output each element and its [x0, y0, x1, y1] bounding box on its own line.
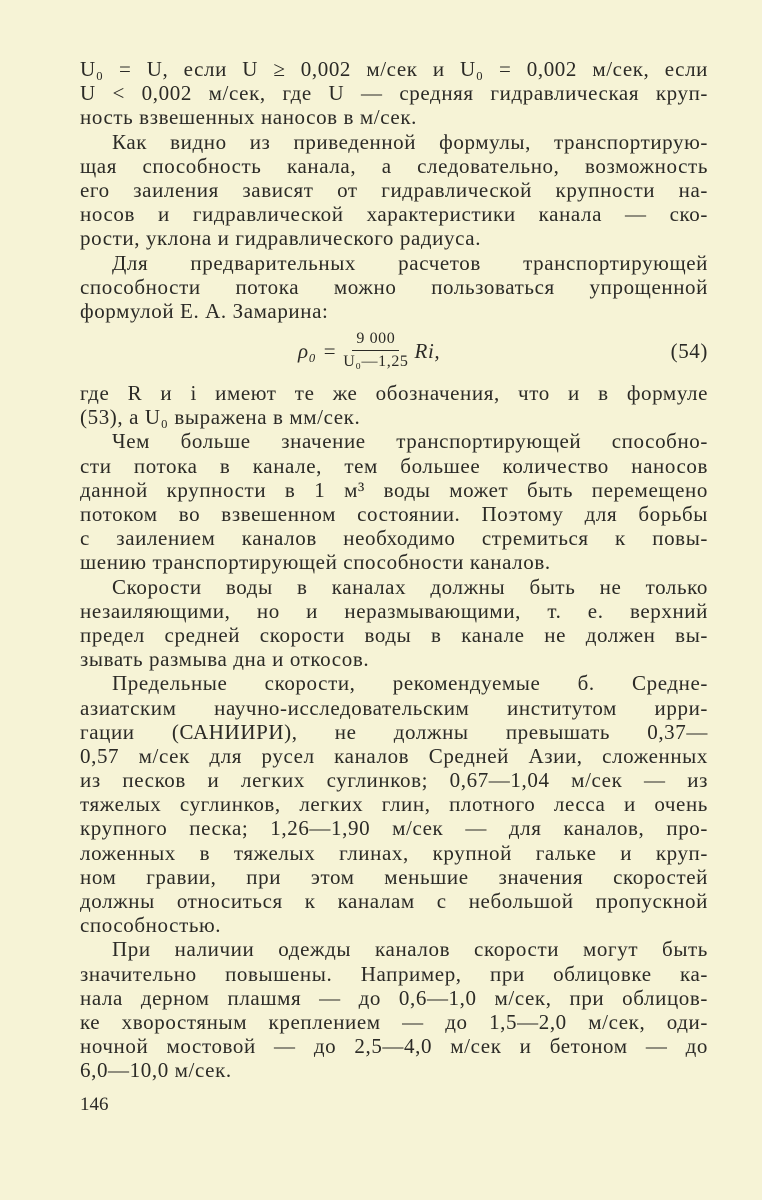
page-body	[80, 57, 708, 1083]
text-line: ность взвешенных наносов в м/сек.	[80, 105, 417, 130]
text-line: из песков и легких суглинков; 0,67—1,04 м/сек — из	[80, 768, 708, 793]
text-line: ном гравии, при этом меньшие значения скоростей	[80, 864, 708, 889]
paragraph	[80, 251, 708, 324]
formula-numerator: 9 000	[352, 329, 399, 351]
text-line: (53), а U₀ выражена в мм/сек.	[80, 405, 361, 430]
text-line: крупного песка; 1,26—1,90 м/сек — для каналов, про-	[80, 816, 708, 841]
text-line: с заилением каналов необходимо стремиться к повы-	[80, 526, 708, 551]
text-line: шению транспортирующей способности каналов.	[80, 550, 551, 575]
text-line: U₀ = U, если U ≥ 0,002 м/сек и U₀ = 0,002 м/сек, если	[80, 57, 708, 81]
paragraphs-after-formula	[80, 381, 708, 1082]
text-line: U < 0,002 м/сек, где U — средняя гидравлическая круп-	[80, 81, 708, 106]
formula-expression	[298, 329, 440, 372]
equation-number: (54)	[670, 339, 708, 364]
text-line: ке хворостяным креплением — до 1,5—2,0 м/сек, оди-	[80, 1009, 708, 1034]
text-line: При наличии одежды каналов скорости могут быть	[112, 937, 708, 962]
paragraph	[80, 130, 708, 251]
paragraph	[80, 671, 708, 937]
page-number: 146	[80, 1094, 109, 1115]
text-line: должны относиться к каналам с небольшой пропускной	[80, 889, 708, 913]
text-line: Предельные скорости, рекомендуемые б. Средне-	[112, 671, 708, 696]
formula-fraction	[343, 329, 408, 372]
text-line: Как видно из приведенной формулы, транспортирую-	[112, 129, 708, 154]
text-line: незаиляющими, но и неразмывающими, т. е. верхний	[80, 598, 708, 623]
paragraph	[80, 937, 708, 1082]
text-line: нала дерном плашмя — до 0,6—1,0 м/сек, при облицов-	[80, 985, 708, 1010]
text-line: щая способность канала, а следовательно, возможность	[80, 153, 708, 178]
text-line: способности потока можно пользоваться упрощенной	[80, 274, 708, 299]
text-line: Скорости воды в каналах должны быть не только	[112, 574, 708, 599]
formula-lhs: ρ₀ =	[298, 338, 338, 363]
text-line: данной крупности в 1 м³ воды может быть перемещено	[80, 477, 708, 502]
paragraph	[80, 381, 708, 429]
paragraphs-before-formula	[80, 57, 708, 323]
text-line: ночной мостовой — до 2,5—4,0 м/сек и бетоном — до	[80, 1034, 708, 1059]
text-line: азиатским научно-исследовательским институтом ирри-	[80, 695, 708, 720]
text-line: носов и гидравлической характеристики канала — ско-	[80, 202, 708, 227]
formula-denominator: U₀—1,25	[343, 353, 409, 371]
text-line: формулой Е. А. Замарина:	[80, 298, 329, 323]
text-line: Чем больше значение транспортирующей способно-	[112, 429, 708, 454]
text-line: его заиления зависят от гидравлической крупности на-	[80, 177, 708, 202]
text-line: рости, уклона и гидравлического радиуса.	[80, 226, 482, 251]
text-line: 0,57 м/сек для русел каналов Средней Азии, сложенных	[80, 743, 708, 768]
text-line: сти потока в канале, тем большее количество наносов	[80, 453, 708, 478]
text-line: Для предварительных расчетов транспортирующей	[112, 250, 708, 275]
paragraph	[80, 429, 708, 574]
text-line: 6,0—10,0 м/сек.	[80, 1058, 232, 1083]
text-line: способностью.	[80, 913, 222, 938]
paragraph	[80, 575, 708, 672]
formula-54	[80, 323, 708, 381]
text-line: предел средней скорости воды в канале не должен вы-	[80, 622, 708, 647]
text-line: зывать размыва дна и откосов.	[80, 647, 370, 672]
formula-rhs: Ri,	[414, 338, 441, 363]
paragraph	[80, 57, 708, 130]
text-line: значительно повышены. Например, при облицовке ка-	[80, 961, 708, 986]
text-line: ложенных в тяжелых глинах, крупной гальке и круп-	[80, 840, 708, 865]
text-line: гации (САНИИРИ), не должны превышать 0,37—	[80, 719, 708, 744]
text-line: тяжелых суглинков, легких глин, плотного лесса и очень	[80, 792, 708, 817]
text-line: потоком во взвешенном состоянии. Поэтому для борьбы	[80, 502, 708, 526]
text-line: где R и i имеют те же обозначения, что и в формуле	[80, 381, 708, 406]
